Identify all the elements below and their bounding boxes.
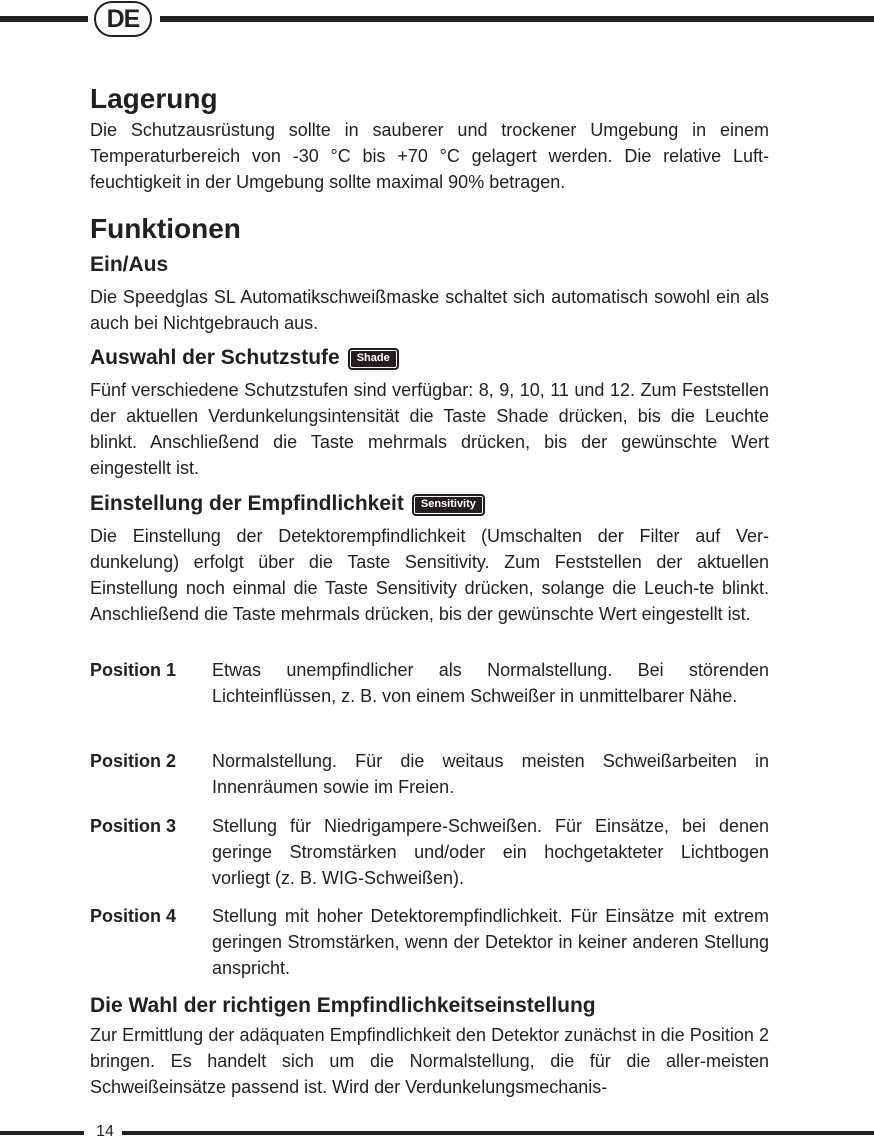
- on-off-heading: Ein/Aus: [90, 253, 169, 276]
- shade-heading: [90, 345, 399, 371]
- storage-text: Die Schutzausrüstung sollte in sauberer und trockener Umgebung in einem Temperaturbereich von -30 °C bis +70 °C gelagert werden. Die relative Luft-feuchtigkeit in der Umgebung sollte maximal 90% betragen.: [90, 120, 769, 192]
- choice-text: Zur Ermittlung der adäquaten Empfindlichkeit den Detektor zunächst in die Position 2 bringen. Es handelt sich um die Normalstellung, die für die aller-meisten Schweißeinsätze passend ist. Wird der Verdunkelungsmechanis-: [90, 1025, 769, 1097]
- on-off-text: Die Speedglas SL Automatikschweißmaske schaltet sich automatisch sowohl ein als auch bei Nichtgebrauch aus.: [90, 287, 769, 333]
- top-rule-left: [0, 16, 88, 22]
- position-label: Position 3: [90, 816, 177, 836]
- page-number: 14: [96, 1123, 114, 1140]
- sensitivity-text: Die Einstellung der Detektorempfindlichkeit (Umschalten der Filter auf Ver-dunkelung) erfolgt über die Taste Sensitivity. Zum Feststellen der aktuellen Einstellung noch einmal die Taste Sensitivity drücken, solange die Leuch-te blinkt. Anschließend die Taste mehrmals drücken, bis der gewünschte Wert eingestellt ist.: [90, 526, 769, 624]
- sensitivity-button-icon: Sensitivity: [412, 494, 485, 516]
- shade-heading-text: Auswahl der Schutzstufe: [90, 346, 340, 369]
- bottom-rule-right: [122, 1131, 874, 1135]
- choice-heading: Die Wahl der richtigen Empfindlichkeitseinstellung: [90, 994, 596, 1017]
- shade-button-icon: Shade: [348, 348, 399, 370]
- position-label: Position 2: [90, 751, 177, 771]
- position-text: Stellung mit hoher Detektorempfindlichkeit. Für Einsätze mit extrem geringen Stromstärken, wenn der Detektor in keiner anderen Stellung anspricht.: [212, 906, 769, 978]
- position-text: Normalstellung. Für die weitaus meisten Schweißarbeiten in Innenräumen sowie im Freien.: [212, 751, 769, 797]
- position-text: Etwas unempfindlicher als Normalstellung. Bei störenden Lichteinflüssen, z. B. von einem Schweißer in unmittelbarer Nähe.: [212, 660, 769, 706]
- shade-text: Fünf verschiedene Schutzstufen sind verfügbar: 8, 9, 10, 11 und 12. Zum Feststellen der aktuellen Verdunkelungsintensität die Taste Shade drücken, bis die Leuchte blinkt. Anschließend die Taste mehrmals drücken, bis der gewünschte Wert eingestellt ist.: [90, 380, 769, 478]
- sensitivity-heading-text: Einstellung der Empfindlichkeit: [90, 492, 404, 515]
- storage-heading: Lagerung: [90, 83, 218, 114]
- position-text: Stellung für Niedrigampere-Schweißen. Für Einsätze, bei denen geringe Stromstärken und/oder ein hochgetakteter Lichtbogen vorliegt (z. B. WIG-Schweißen).: [212, 816, 769, 888]
- sensitivity-heading: [90, 491, 485, 517]
- position-label: Position 4: [90, 906, 177, 926]
- position-label: Position 1: [90, 660, 177, 680]
- functions-heading: Funktionen: [90, 213, 241, 244]
- top-rule-right: [160, 16, 874, 22]
- bottom-rule-left: [0, 1131, 84, 1135]
- language-badge: DE: [94, 1, 152, 37]
